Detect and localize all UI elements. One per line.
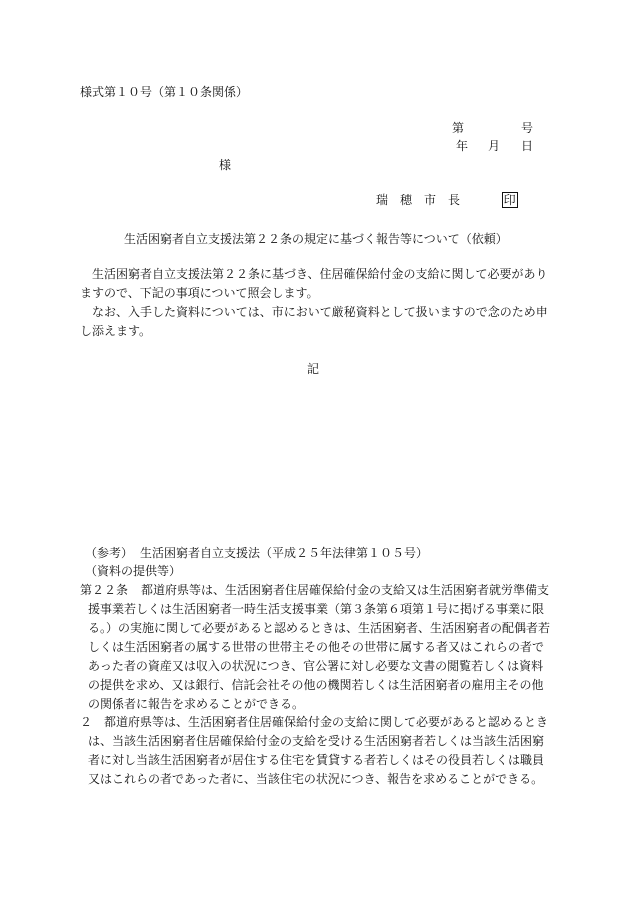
article-22 [80,581,552,714]
ki-heading: 記 [307,362,320,376]
sender [376,192,518,208]
addressee-honorific: 様 [219,158,232,172]
doc-number-prefix: 第 [452,121,465,135]
sender-title: 瑞 穂 市 長 [376,193,461,207]
paragraph-text: 都道府県等は、生活困窮者住居確保給付金の支給に関して必要があると認めるときは、当該生活困窮者住居確保給付金の支給を受ける生活困窮者若しくは当該生活困窮者に対し当該生活困窮者が居住する住宅を賃貸する者若しくはその役員若しくは職員又はこれらの者であった者に、当該住宅の状況につき、報告を求めることができる。 [88,715,549,786]
body-paragraph-2: なお、入手した資料については、市において厳秘資料として扱いますので念のため申し添えます。 [80,305,548,338]
article-text: 都道府県等は、生活困窮者住居確保給付金の支給又は生活困窮者就労準備支援事業若しくは生活困窮者一時生活支援事業（第３条第６項第１号に掲げる事業に限る。）の実施に関して必要があると認めるときは、生活困窮者、生活困窮者の配偶者若しくは生活困窮者の属する世帯の世帯主その他その世帯に属する者又はこれらの者であった者の資産又は収入の状況につき、官公署に対し必要な文書の閲覧若しくは資料の提供を求め、又は銀行、信託会社その他の機関若しくは生活困窮者の雇用主その他の関係者に報告を求めることができる。 [88,583,551,711]
body-paragraph-1: 生活困窮者自立支援法第２２条に基づき、住居確保給付金の支給に関して必要がありますので、下記の事項について照会します。 [80,267,548,300]
doc-number-suffix: 号 [521,121,534,135]
seal-mark: 印 [503,193,516,207]
article-22-paragraph-2 [80,713,552,789]
form-number: 様式第１０号（第１０条関係） [80,85,249,99]
date-day: 日 [521,139,534,153]
article-caption: （資料の提供等） [85,564,182,578]
date-month: 月 [488,139,501,153]
reference-label: （参考） [85,546,134,560]
paragraph-number: ２ [80,715,93,729]
subject-title: 生活困窮者自立支援法第２２条の規定に基づく報告等について（依頼） [124,232,508,246]
reference-law-title: 生活困窮者自立支援法（平成２５年法律第１０５号） [140,546,429,560]
date-year: 年 [456,139,469,153]
article-number: 第２２条 [80,583,129,597]
